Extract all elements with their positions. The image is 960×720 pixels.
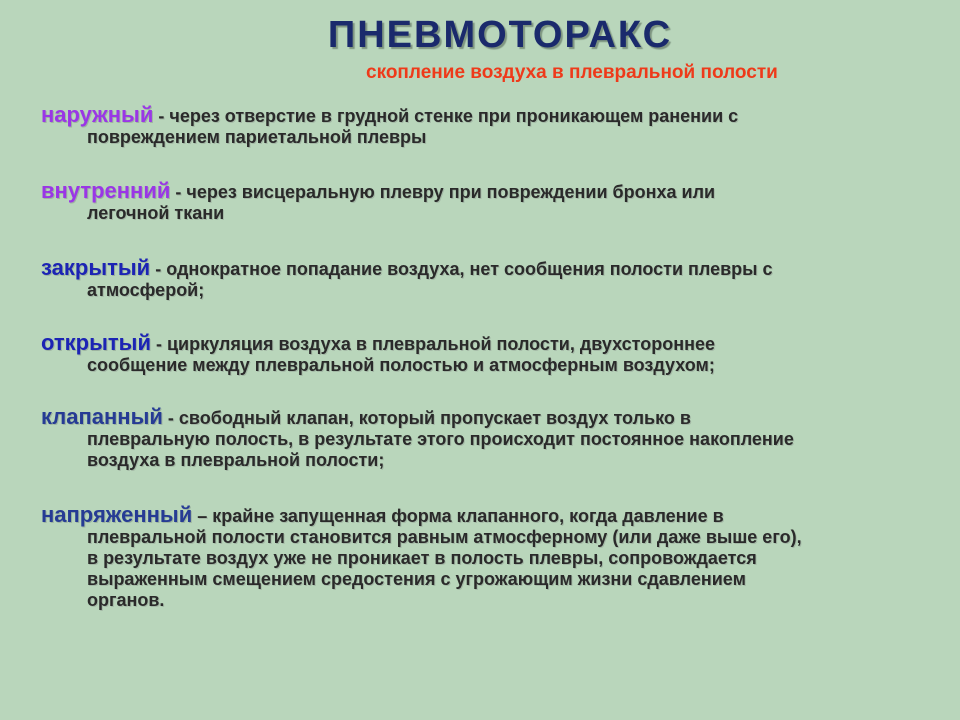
definition-continuation: выраженным смещением средостения с угрожающим жизни сдавлением xyxy=(87,569,746,589)
definition-text: - через висцеральную плевру при повреждении бронха или xyxy=(170,182,716,202)
definition-continuation: атмосферой; xyxy=(87,280,205,300)
definition-first-line xyxy=(41,332,941,355)
definition-item-valve xyxy=(41,406,941,471)
definition-first-line xyxy=(41,104,941,127)
definition-continuation: воздуха в плевральной полости; xyxy=(87,450,385,470)
definition-first-line xyxy=(41,180,941,203)
definition-item-tension xyxy=(41,504,941,611)
definition-text: - через отверстие в грудной стенке при проникающем ранении с xyxy=(153,106,739,126)
definition-first-line xyxy=(41,406,941,429)
slide-title: ПНЕВМОТОРАКС xyxy=(327,14,673,56)
definition-first-line xyxy=(41,257,941,280)
term-internal: внутренний xyxy=(41,178,171,203)
definition-continuation: плевральной полости становится равным атмосферному (или даже выше его), xyxy=(87,527,802,547)
definition-continuation: сообщение между плевральной полостью и атмосферным воздухом; xyxy=(87,355,715,375)
term-closed: закрытый xyxy=(41,255,151,280)
definition-text: - циркуляция воздуха в плевральной полости, двухстороннее xyxy=(151,334,716,354)
definition-first-line xyxy=(41,504,941,527)
definition-continuation: повреждением париетальной плевры xyxy=(87,127,427,147)
definition-item-open xyxy=(41,332,941,376)
term-tension: напряженный xyxy=(41,502,193,527)
definition-continuation: легочной ткани xyxy=(87,203,225,223)
slide-subtitle: скопление воздуха в плевральной полости xyxy=(366,62,778,83)
definition-continuation: плевральную полость, в результате этого происходит постоянное накопление xyxy=(87,429,794,449)
definition-item-internal xyxy=(41,180,941,224)
definition-item-external xyxy=(41,104,941,148)
definition-text: - однократное попадание воздуха, нет сообщения полости плевры с xyxy=(150,259,773,279)
definition-continuation: органов. xyxy=(87,590,165,610)
definition-continuation: в результате воздух уже не проникает в полость плевры, сопровождается xyxy=(87,548,757,568)
definition-text: - свободный клапан, который пропускает воздух только в xyxy=(162,408,691,428)
term-open: открытый xyxy=(41,330,151,355)
term-valve: клапанный xyxy=(41,404,163,429)
term-external: наружный xyxy=(41,102,154,127)
definition-item-closed xyxy=(41,257,941,301)
definition-text: – крайне запущенная форма клапанного, когда давление в xyxy=(192,506,724,526)
